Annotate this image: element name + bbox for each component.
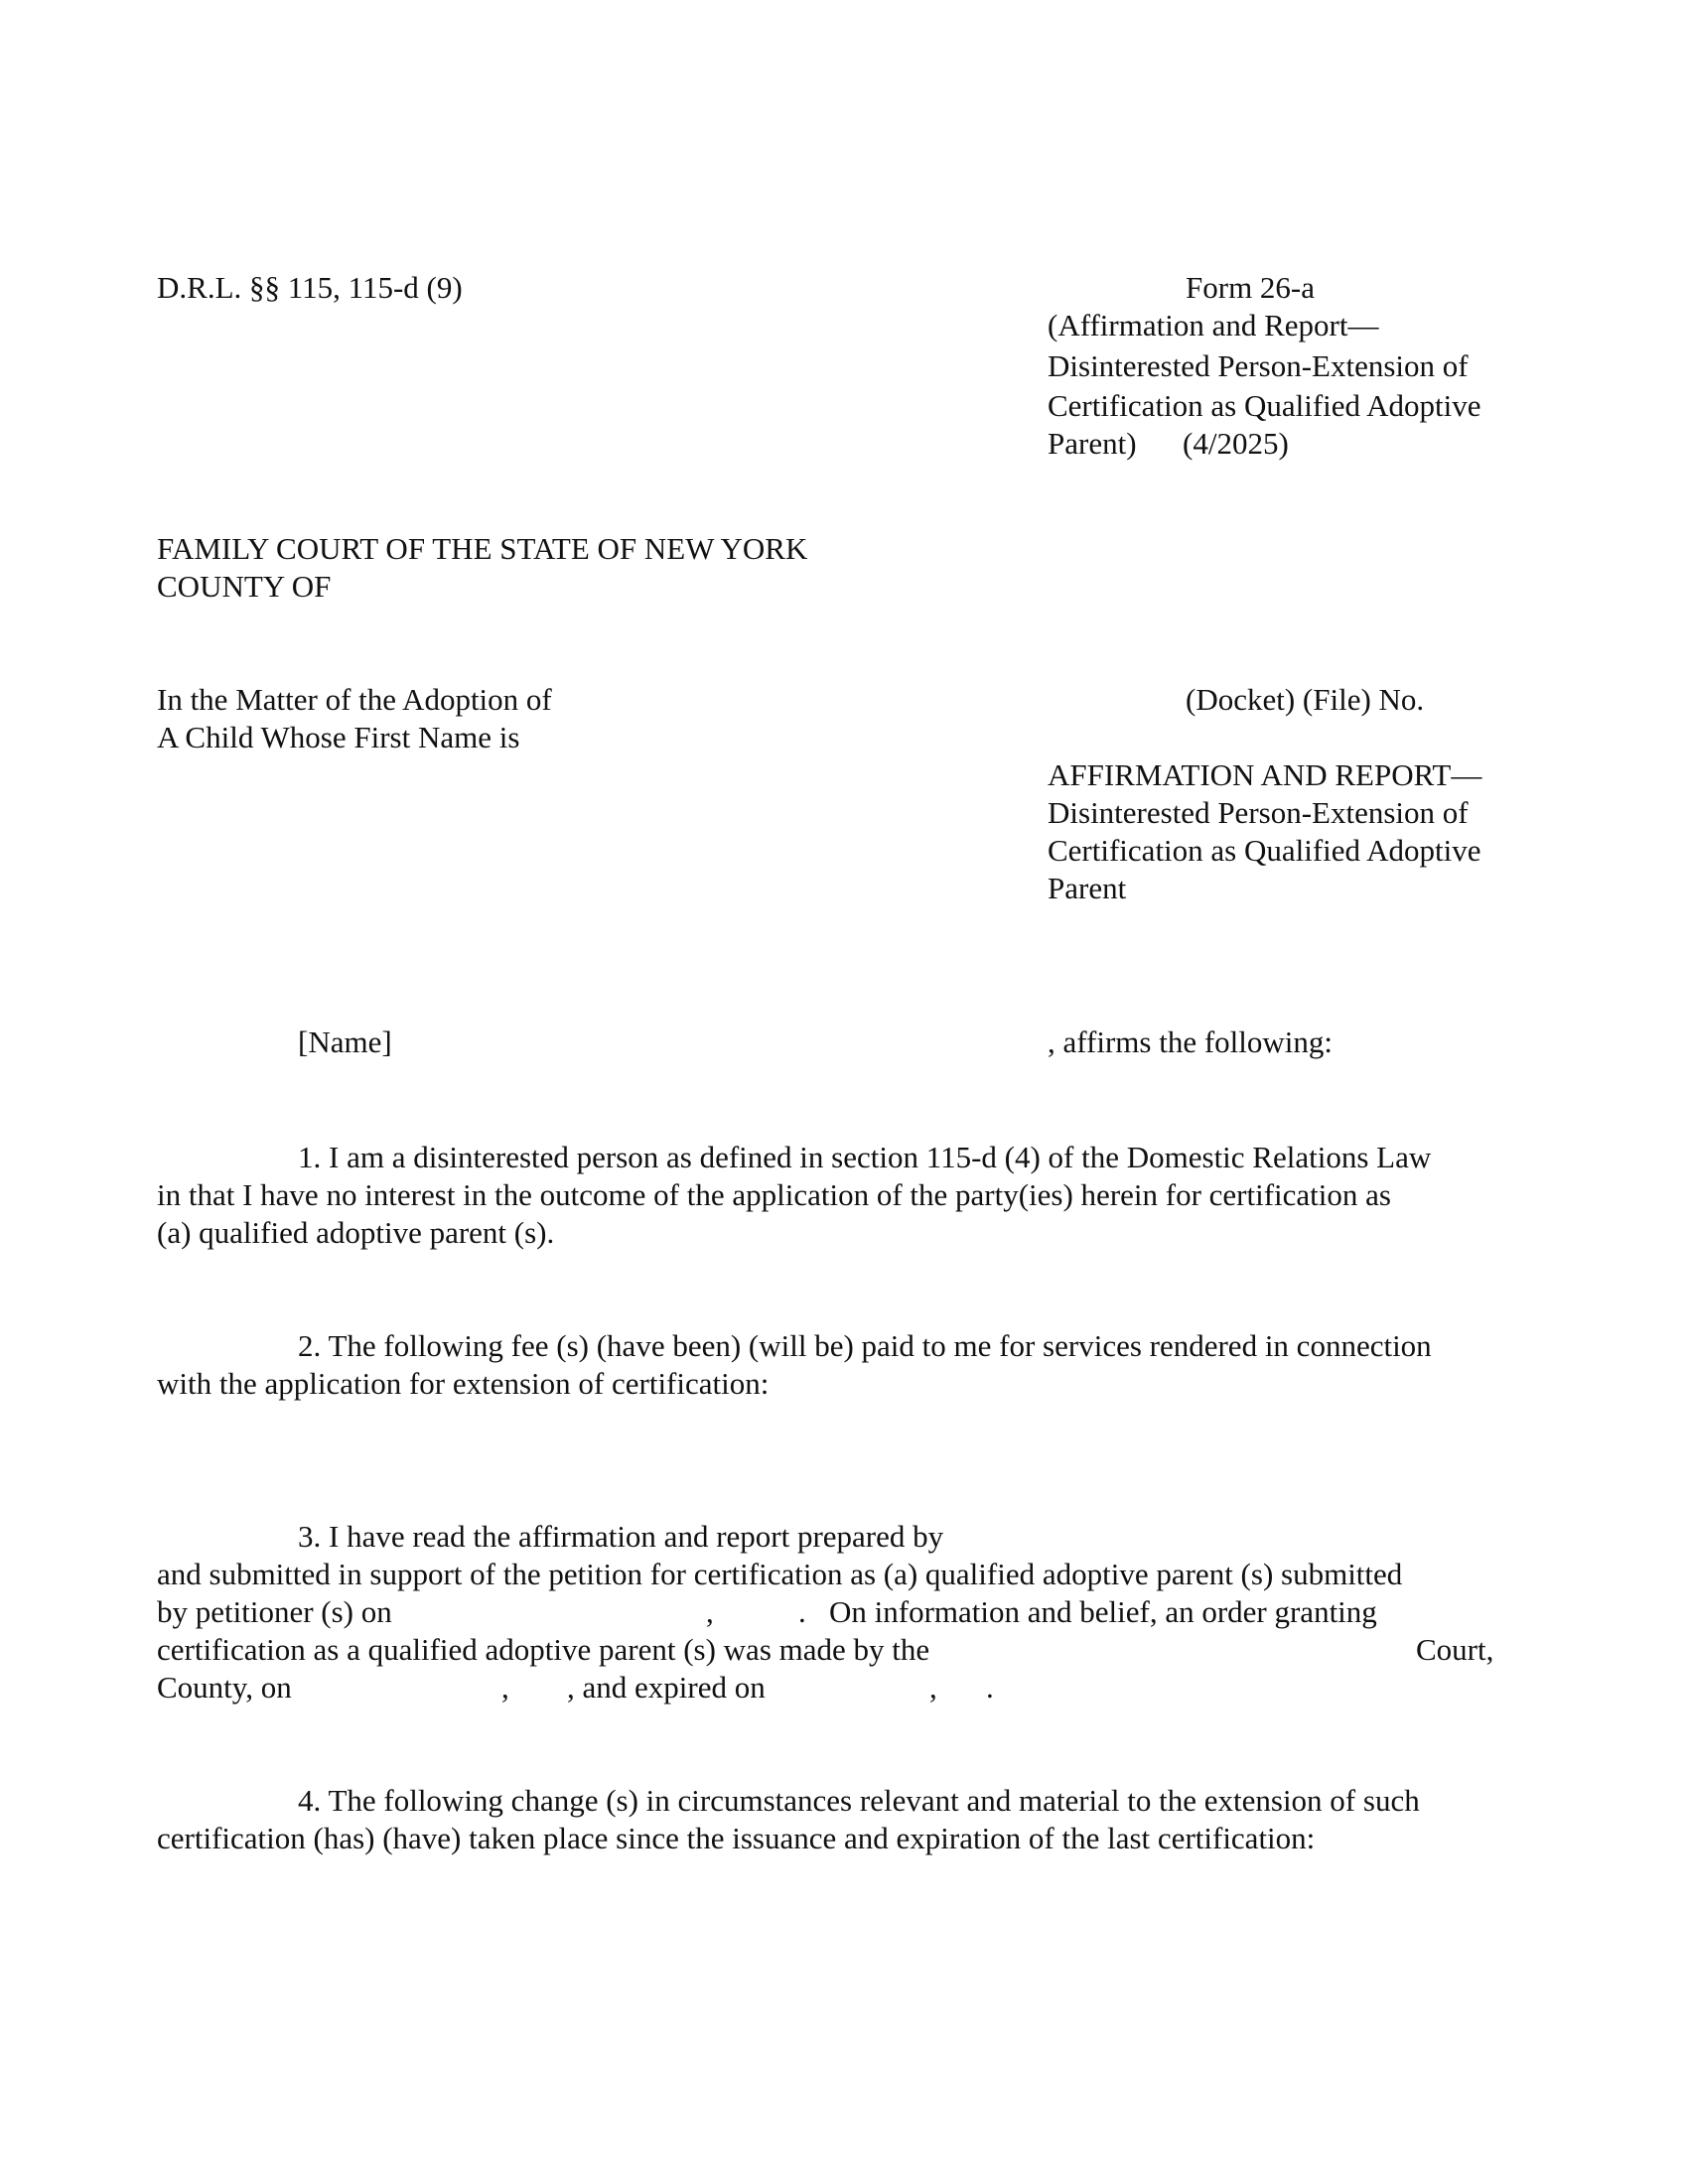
statute-citation: D.R.L. §§ 115, 115-d (9) [157,270,463,305]
order-granting-text: certification as a qualified adoptive parent (s) was made by the [157,1632,930,1667]
paragraph-line: certification (has) (have) taken place since the issuance and expiration of the last certification: [157,1821,1316,1855]
paragraph-line: 1. I am a disinterested person as defined in section 115-d (4) of the Domestic Relations Law [298,1140,1432,1174]
document-title-line: Parent [1048,871,1127,905]
matter-caption [157,681,552,756]
paragraph-line: in that I have no interest in the outcome of the application of the party(ies) herein for certification as [157,1177,1391,1212]
paragraph-2 [157,1327,1527,1403]
paragraph-1 [157,1139,1527,1252]
comma-separator: , [706,1594,714,1629]
paragraph-line: 4. The following change (s) in circumstances relevant and material to the extension of such [298,1783,1420,1818]
form-description-line: Parent) (4/2025) [1048,426,1289,461]
paragraph-line: with the application for extension of certification: [157,1366,770,1401]
county-label: COUNTY OF [157,569,332,604]
paragraph-3-line-2: and submitted in support of the petition for certification as (a) qualified adoptive parent (s) submitted [157,1557,1403,1591]
matter-line: In the Matter of the Adoption of [157,682,552,717]
paragraph-line: 2. The following fee (s) (have been) (will be) paid to me for services rendered in connection [298,1328,1432,1363]
paragraph-3-line-1: 3. I have read the affirmation and report prepared by [298,1519,944,1554]
document-title-line: AFFIRMATION AND REPORT— [1048,757,1482,792]
document-title-line: Certification as Qualified Adoptive [1048,833,1481,868]
document-title [1048,756,1481,907]
docket-number-label: (Docket) (File) No. [1186,682,1425,717]
paragraph-line: (a) qualified adoptive parent (s). [157,1215,555,1250]
form-description-line: (Affirmation and Report— [1048,308,1379,342]
comma-separator: , [929,1670,937,1705]
form-description-line: Certification as Qualified Adoptive [1048,388,1481,423]
form-number: Form 26-a [1186,270,1316,305]
court-label: Court, [1416,1632,1494,1667]
expired-on-text: , and expired on [567,1670,766,1705]
matter-line: A Child Whose First Name is [157,720,520,754]
paragraph-4 [157,1782,1527,1857]
information-belief-text: . On information and belief, an order granting [798,1594,1377,1629]
court-name: FAMILY COURT OF THE STATE OF NEW YORK [157,531,808,566]
petitioner-date-text: by petitioner (s) on [157,1594,392,1629]
period: . [986,1670,994,1705]
document-title-line: Disinterested Person-Extension of [1048,795,1469,830]
comma-separator: , [501,1670,509,1705]
court-heading [157,530,807,606]
county-on-text: County, on [157,1670,292,1705]
affirms-text: , affirms the following: [1048,1024,1333,1059]
name-placeholder: [Name] [298,1024,392,1059]
form-description-line: Disinterested Person-Extension of [1048,348,1469,383]
form-description [1048,307,1480,463]
